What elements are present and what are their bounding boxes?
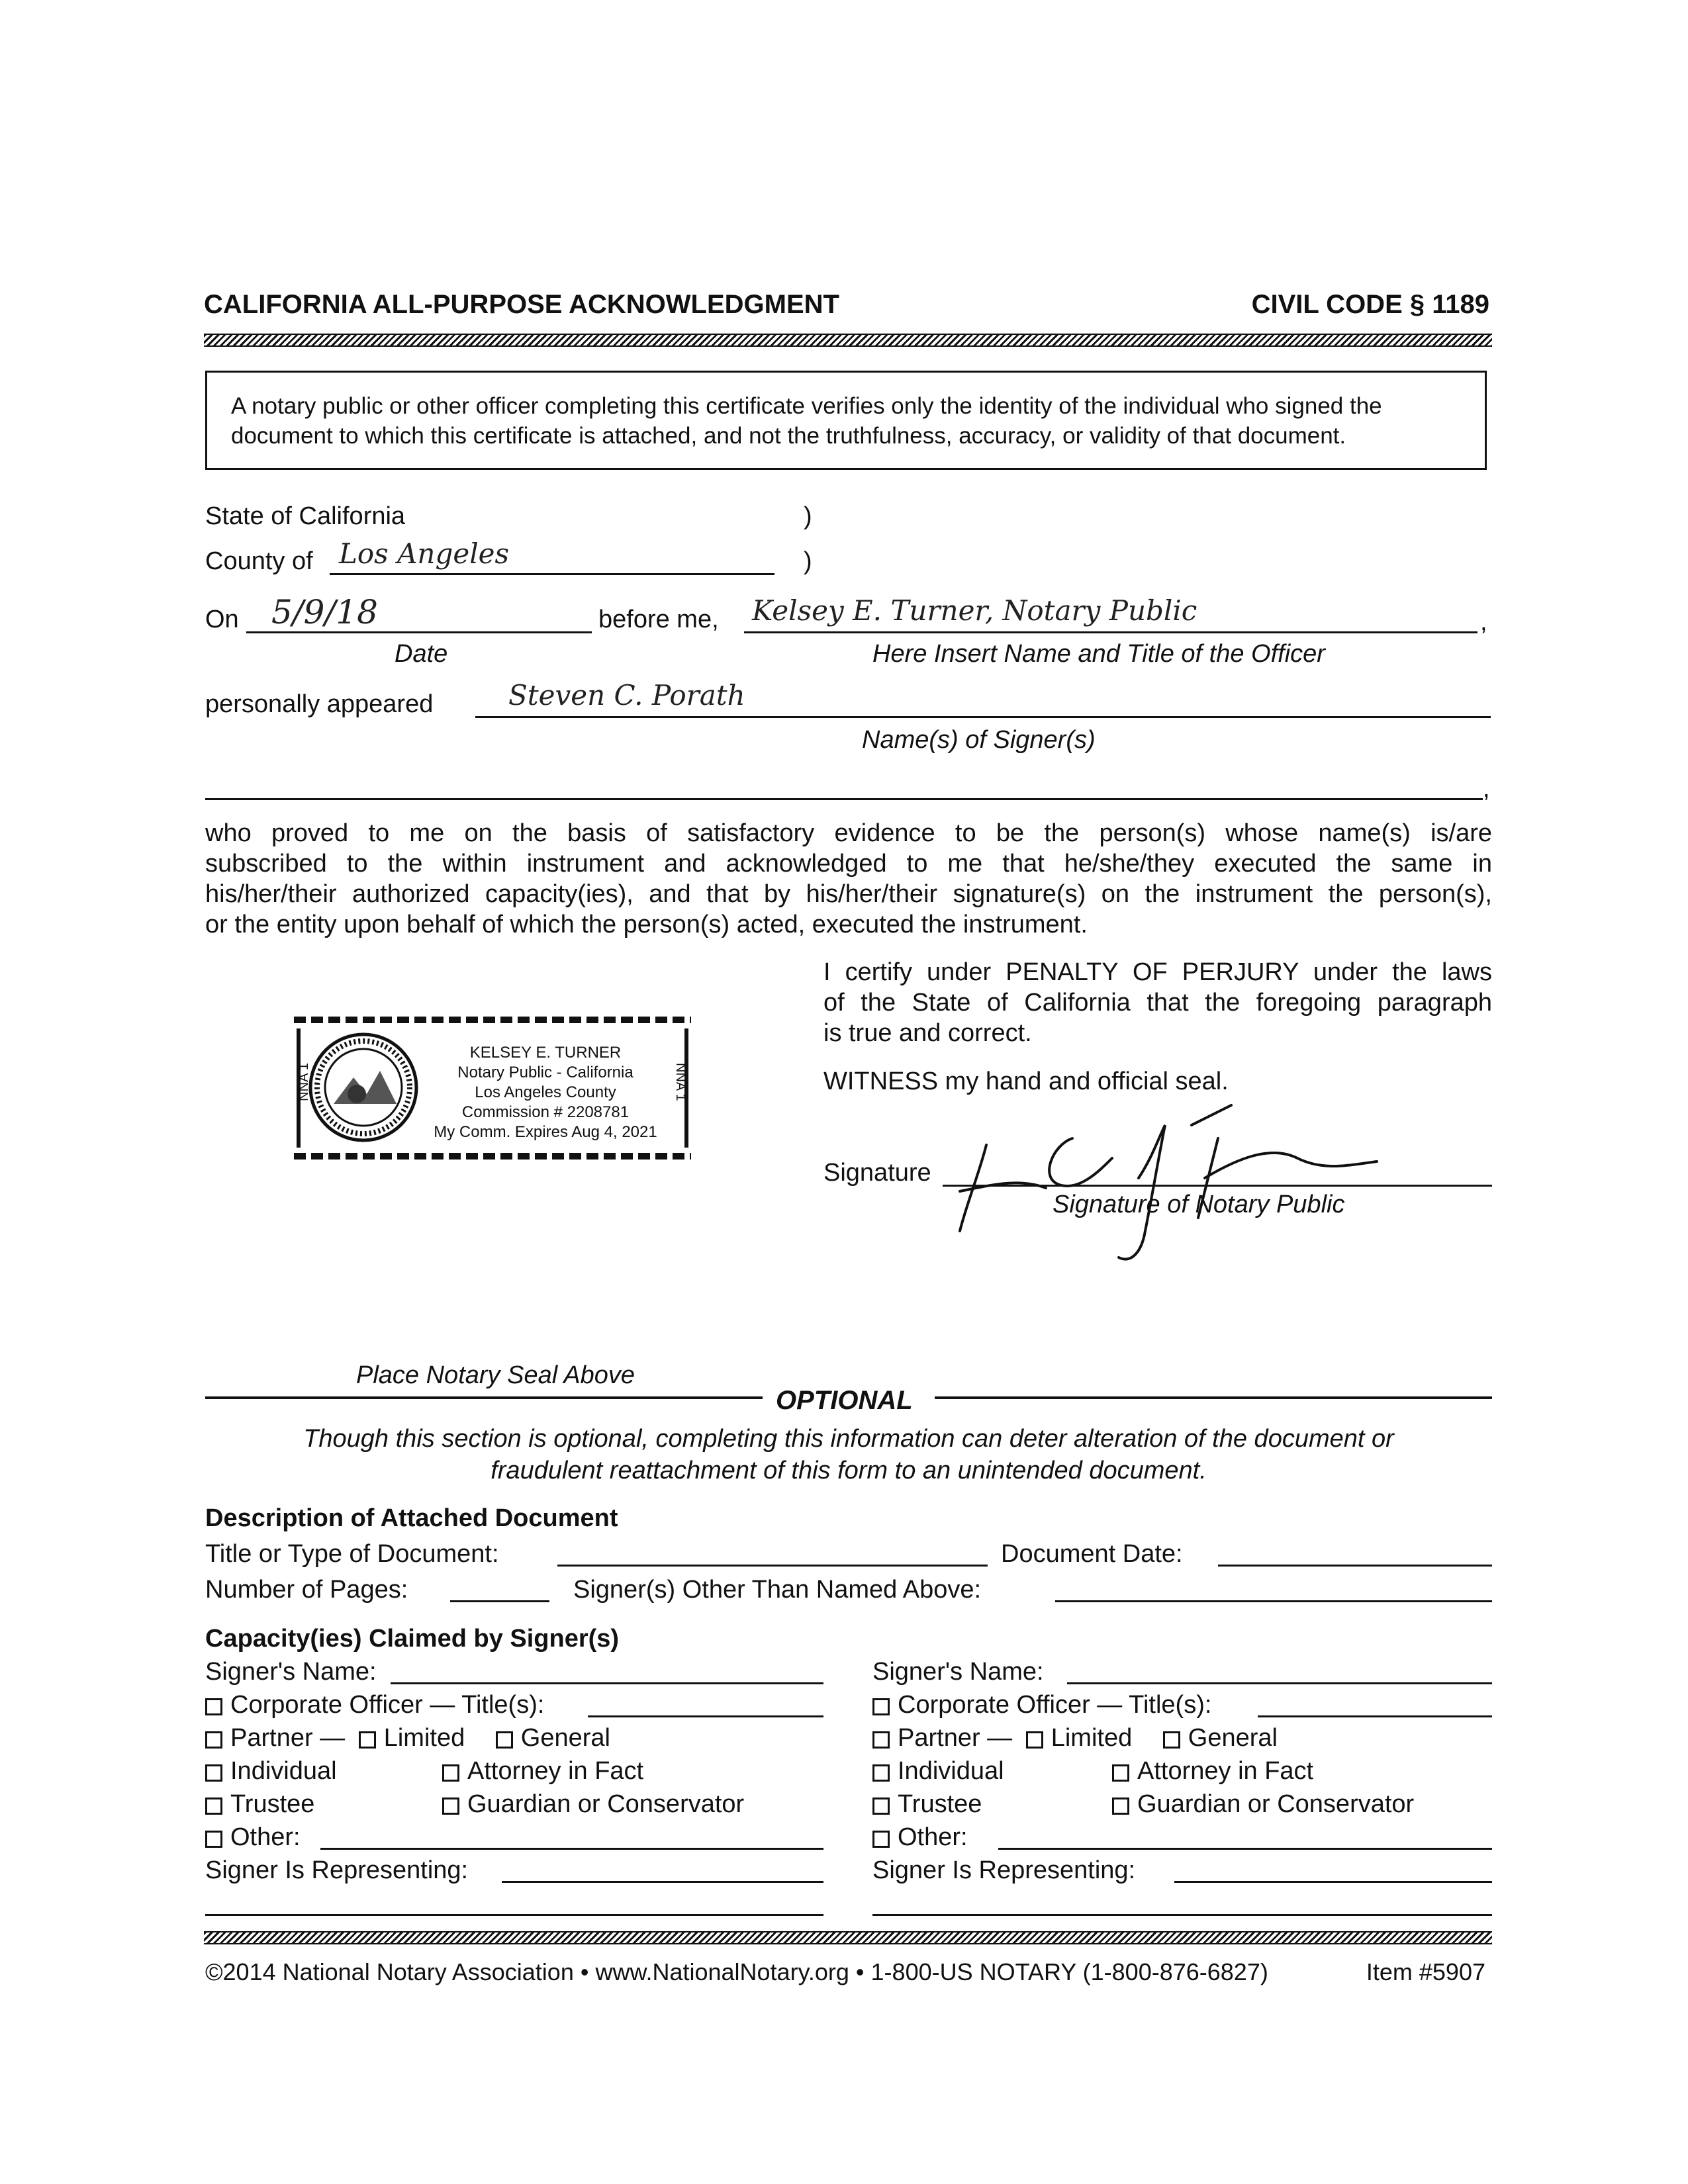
- signer-name-field-left[interactable]: [391, 1682, 823, 1684]
- limited-label: Limited: [383, 1724, 465, 1752]
- guardian-label: Guardian or Conservator: [1137, 1790, 1415, 1818]
- signature-label: Signature: [823, 1159, 931, 1187]
- body-line: who proved to me on the basis of satisfactory evidence to be the person(s) whose name(s) is/are: [205, 819, 1492, 847]
- optional-title: OPTIONAL: [776, 1386, 913, 1415]
- seal-border-top: [294, 1017, 691, 1023]
- partner-label: Partner —: [898, 1724, 1013, 1752]
- california-seal-icon: [307, 1031, 420, 1144]
- officer-value[interactable]: Kelsey E. Turner, Notary Public: [752, 594, 1197, 627]
- attorney-label: Attorney in Fact: [467, 1757, 644, 1785]
- individual-row-right: [872, 1756, 1004, 1786]
- notary-seal-stamp: [294, 1017, 691, 1160]
- checkbox[interactable]: [205, 1731, 222, 1749]
- corporate-label: Corporate Officer — Title(s):: [898, 1691, 1212, 1719]
- notice-text: A notary public or other officer completing this certificate verifies only the identity of the individual who signed the document to which this certificate is attached, and not the truthfulness, accuracy, or validity of that document.: [231, 393, 1382, 449]
- checkbox[interactable]: [205, 1764, 222, 1782]
- trustee-label: Trustee: [898, 1790, 982, 1818]
- pages-label: Number of Pages:: [205, 1576, 408, 1604]
- attorney-label: Attorney in Fact: [1137, 1757, 1314, 1785]
- corporate-label: Corporate Officer — Title(s):: [230, 1691, 545, 1719]
- limited-label: Limited: [1051, 1724, 1133, 1752]
- optional-rule-left: [205, 1396, 763, 1399]
- other-row-right: [872, 1823, 968, 1852]
- attorney-row-right: [1112, 1756, 1313, 1786]
- capacities-heading: Capacity(ies) Claimed by Signer(s): [205, 1625, 620, 1653]
- civil-code: CIVIL CODE § 1189: [1251, 290, 1489, 319]
- other-signers-label: Signer(s) Other Than Named Above:: [573, 1576, 982, 1604]
- corporate-row-right: [872, 1690, 1211, 1719]
- guardian-label: Guardian or Conservator: [467, 1790, 745, 1818]
- general-label: General: [520, 1724, 610, 1752]
- other-label: Other:: [230, 1823, 301, 1851]
- decorative-border-top: [204, 334, 1492, 347]
- signature-caption: Signature of Notary Public: [1053, 1191, 1345, 1218]
- trustee-row-left: [205, 1790, 314, 1819]
- seal-caption: Place Notary Seal Above: [356, 1361, 635, 1389]
- guardian-row-right: [1112, 1790, 1414, 1819]
- guardian-row-left: [442, 1790, 744, 1819]
- general-label: General: [1188, 1724, 1278, 1752]
- seal-line: Notary Public - California: [457, 1064, 633, 1081]
- paren-2: ): [804, 547, 812, 575]
- seal-side-left: NNA 1: [297, 1063, 311, 1101]
- signer-name-label-right: Signer's Name:: [872, 1658, 1044, 1686]
- doc-date-field[interactable]: [1218, 1565, 1492, 1567]
- signer-name-field-right[interactable]: [1067, 1682, 1492, 1684]
- checkbox[interactable]: [872, 1698, 890, 1715]
- checkbox[interactable]: [1026, 1731, 1043, 1749]
- checkbox[interactable]: [872, 1831, 890, 1848]
- other-signers-field[interactable]: [1055, 1600, 1492, 1602]
- checkbox[interactable]: [872, 1764, 890, 1782]
- signer-comma: ,: [1483, 775, 1490, 803]
- checkbox[interactable]: [442, 1764, 459, 1782]
- county-label: County of: [205, 547, 313, 575]
- body-line: subscribed to the within instrument and acknowledged to me that he/she/they executed the same in: [205, 850, 1492, 878]
- county-value[interactable]: Los Angeles: [339, 537, 510, 570]
- checkbox[interactable]: [442, 1797, 459, 1815]
- checkbox[interactable]: [1112, 1797, 1129, 1815]
- corporate-row-left: [205, 1690, 544, 1719]
- other-row-left: [205, 1823, 301, 1852]
- seal-border-bottom: [294, 1153, 691, 1160]
- checkbox[interactable]: [872, 1731, 890, 1749]
- optional-rule-right: [935, 1396, 1492, 1399]
- representing-field-right-2[interactable]: [872, 1914, 1492, 1916]
- signer-name-label-left: Signer's Name:: [205, 1658, 377, 1686]
- individual-label: Individual: [898, 1757, 1004, 1785]
- form-title: CALIFORNIA ALL-PURPOSE ACKNOWLEDGMENT: [204, 290, 839, 319]
- corporate-title-field-right[interactable]: [1258, 1715, 1492, 1717]
- signer-caption: Name(s) of Signer(s): [862, 726, 1096, 754]
- checkbox[interactable]: [872, 1797, 890, 1815]
- other-field-right[interactable]: [998, 1848, 1492, 1850]
- representing-label-right: Signer Is Representing:: [872, 1856, 1136, 1884]
- seal-line: Commission # 2208781: [461, 1103, 630, 1121]
- footer-text: ©2014 National Notary Association • www.NationalNotary.org • 1-800-US NOTARY (1-800-876-6827): [205, 1958, 1268, 1985]
- checkbox[interactable]: [205, 1797, 222, 1815]
- trustee-label: Trustee: [230, 1790, 315, 1818]
- representing-label-left: Signer Is Representing:: [205, 1856, 469, 1884]
- trustee-row-right: [872, 1790, 982, 1819]
- certify-line: I certify under PENALTY OF PERJURY under the laws: [823, 958, 1492, 986]
- partner-row-right: [872, 1723, 1278, 1752]
- paren-1: ): [804, 502, 812, 530]
- witness-text: WITNESS my hand and official seal.: [823, 1068, 1229, 1095]
- doc-title-label: Title or Type of Document:: [205, 1540, 499, 1568]
- notice-box: [205, 371, 1487, 470]
- representing-field-right[interactable]: [1174, 1881, 1492, 1883]
- pages-field[interactable]: [450, 1600, 549, 1602]
- date-caption: Date: [395, 640, 448, 668]
- optional-note-2: fraudulent reattachment of this form to an unintended document.: [491, 1457, 1207, 1484]
- checkbox[interactable]: [359, 1731, 376, 1749]
- checkbox[interactable]: [205, 1831, 222, 1848]
- certify-line: is true and correct.: [823, 1019, 1032, 1047]
- partner-row-left: [205, 1723, 610, 1752]
- signer-line-2: [205, 798, 1483, 800]
- certify-block: [823, 957, 1492, 1048]
- body-line: or the entity upon behalf of which the person(s) acted, executed the instrument.: [205, 911, 1088, 938]
- partner-label: Partner —: [230, 1724, 346, 1752]
- representing-field-left[interactable]: [502, 1881, 823, 1883]
- corporate-title-field-left[interactable]: [588, 1715, 823, 1717]
- checkbox[interactable]: [496, 1731, 513, 1749]
- attorney-row-left: [442, 1756, 643, 1786]
- officer-caption: Here Insert Name and Title of the Officer: [872, 640, 1325, 668]
- other-field-left[interactable]: [320, 1848, 823, 1850]
- doc-title-field[interactable]: [557, 1565, 988, 1567]
- doc-date-label: Document Date:: [1001, 1540, 1183, 1568]
- on-label: On: [205, 606, 239, 633]
- state-label: State of California: [205, 502, 406, 530]
- seal-line: My Comm. Expires Aug 4, 2021: [434, 1123, 657, 1141]
- seal-text: [426, 1043, 665, 1142]
- notary-signature-image: [940, 1099, 1417, 1271]
- individual-row-left: [205, 1756, 337, 1786]
- body-line: his/her/their authorized capacity(ies), and that by his/her/their signature(s) on the instrument the person(s),: [205, 880, 1492, 908]
- acknowledgment-paragraph: [205, 818, 1492, 940]
- certify-line: of the State of California that the foregoing paragraph: [823, 989, 1492, 1017]
- checkbox[interactable]: [1112, 1764, 1129, 1782]
- date-value[interactable]: 5/9/18: [271, 593, 378, 631]
- decorative-border-bottom: [204, 1931, 1492, 1944]
- seal-side-right: NNA 1: [673, 1063, 688, 1101]
- officer-line: [744, 631, 1477, 633]
- seal-name: KELSEY E. TURNER: [469, 1044, 622, 1062]
- date-line: [246, 631, 592, 633]
- description-heading: Description of Attached Document: [205, 1504, 618, 1532]
- county-line: [330, 573, 774, 575]
- before-me-label: before me,: [598, 606, 719, 633]
- seal-line: Los Angeles County: [475, 1083, 616, 1101]
- item-number: Item #5907: [1366, 1958, 1485, 1985]
- appeared-label: personally appeared: [205, 690, 434, 718]
- representing-field-left-2[interactable]: [205, 1914, 823, 1916]
- signer-line: [475, 716, 1491, 718]
- individual-label: Individual: [230, 1757, 337, 1785]
- checkbox[interactable]: [205, 1698, 222, 1715]
- other-label: Other:: [898, 1823, 968, 1851]
- checkbox[interactable]: [1163, 1731, 1180, 1749]
- optional-note-1: Though this section is optional, completing this information can deter alteration of the document or: [303, 1425, 1394, 1453]
- officer-comma: ,: [1480, 608, 1487, 636]
- signer-value[interactable]: Steven C. Porath: [508, 679, 745, 711]
